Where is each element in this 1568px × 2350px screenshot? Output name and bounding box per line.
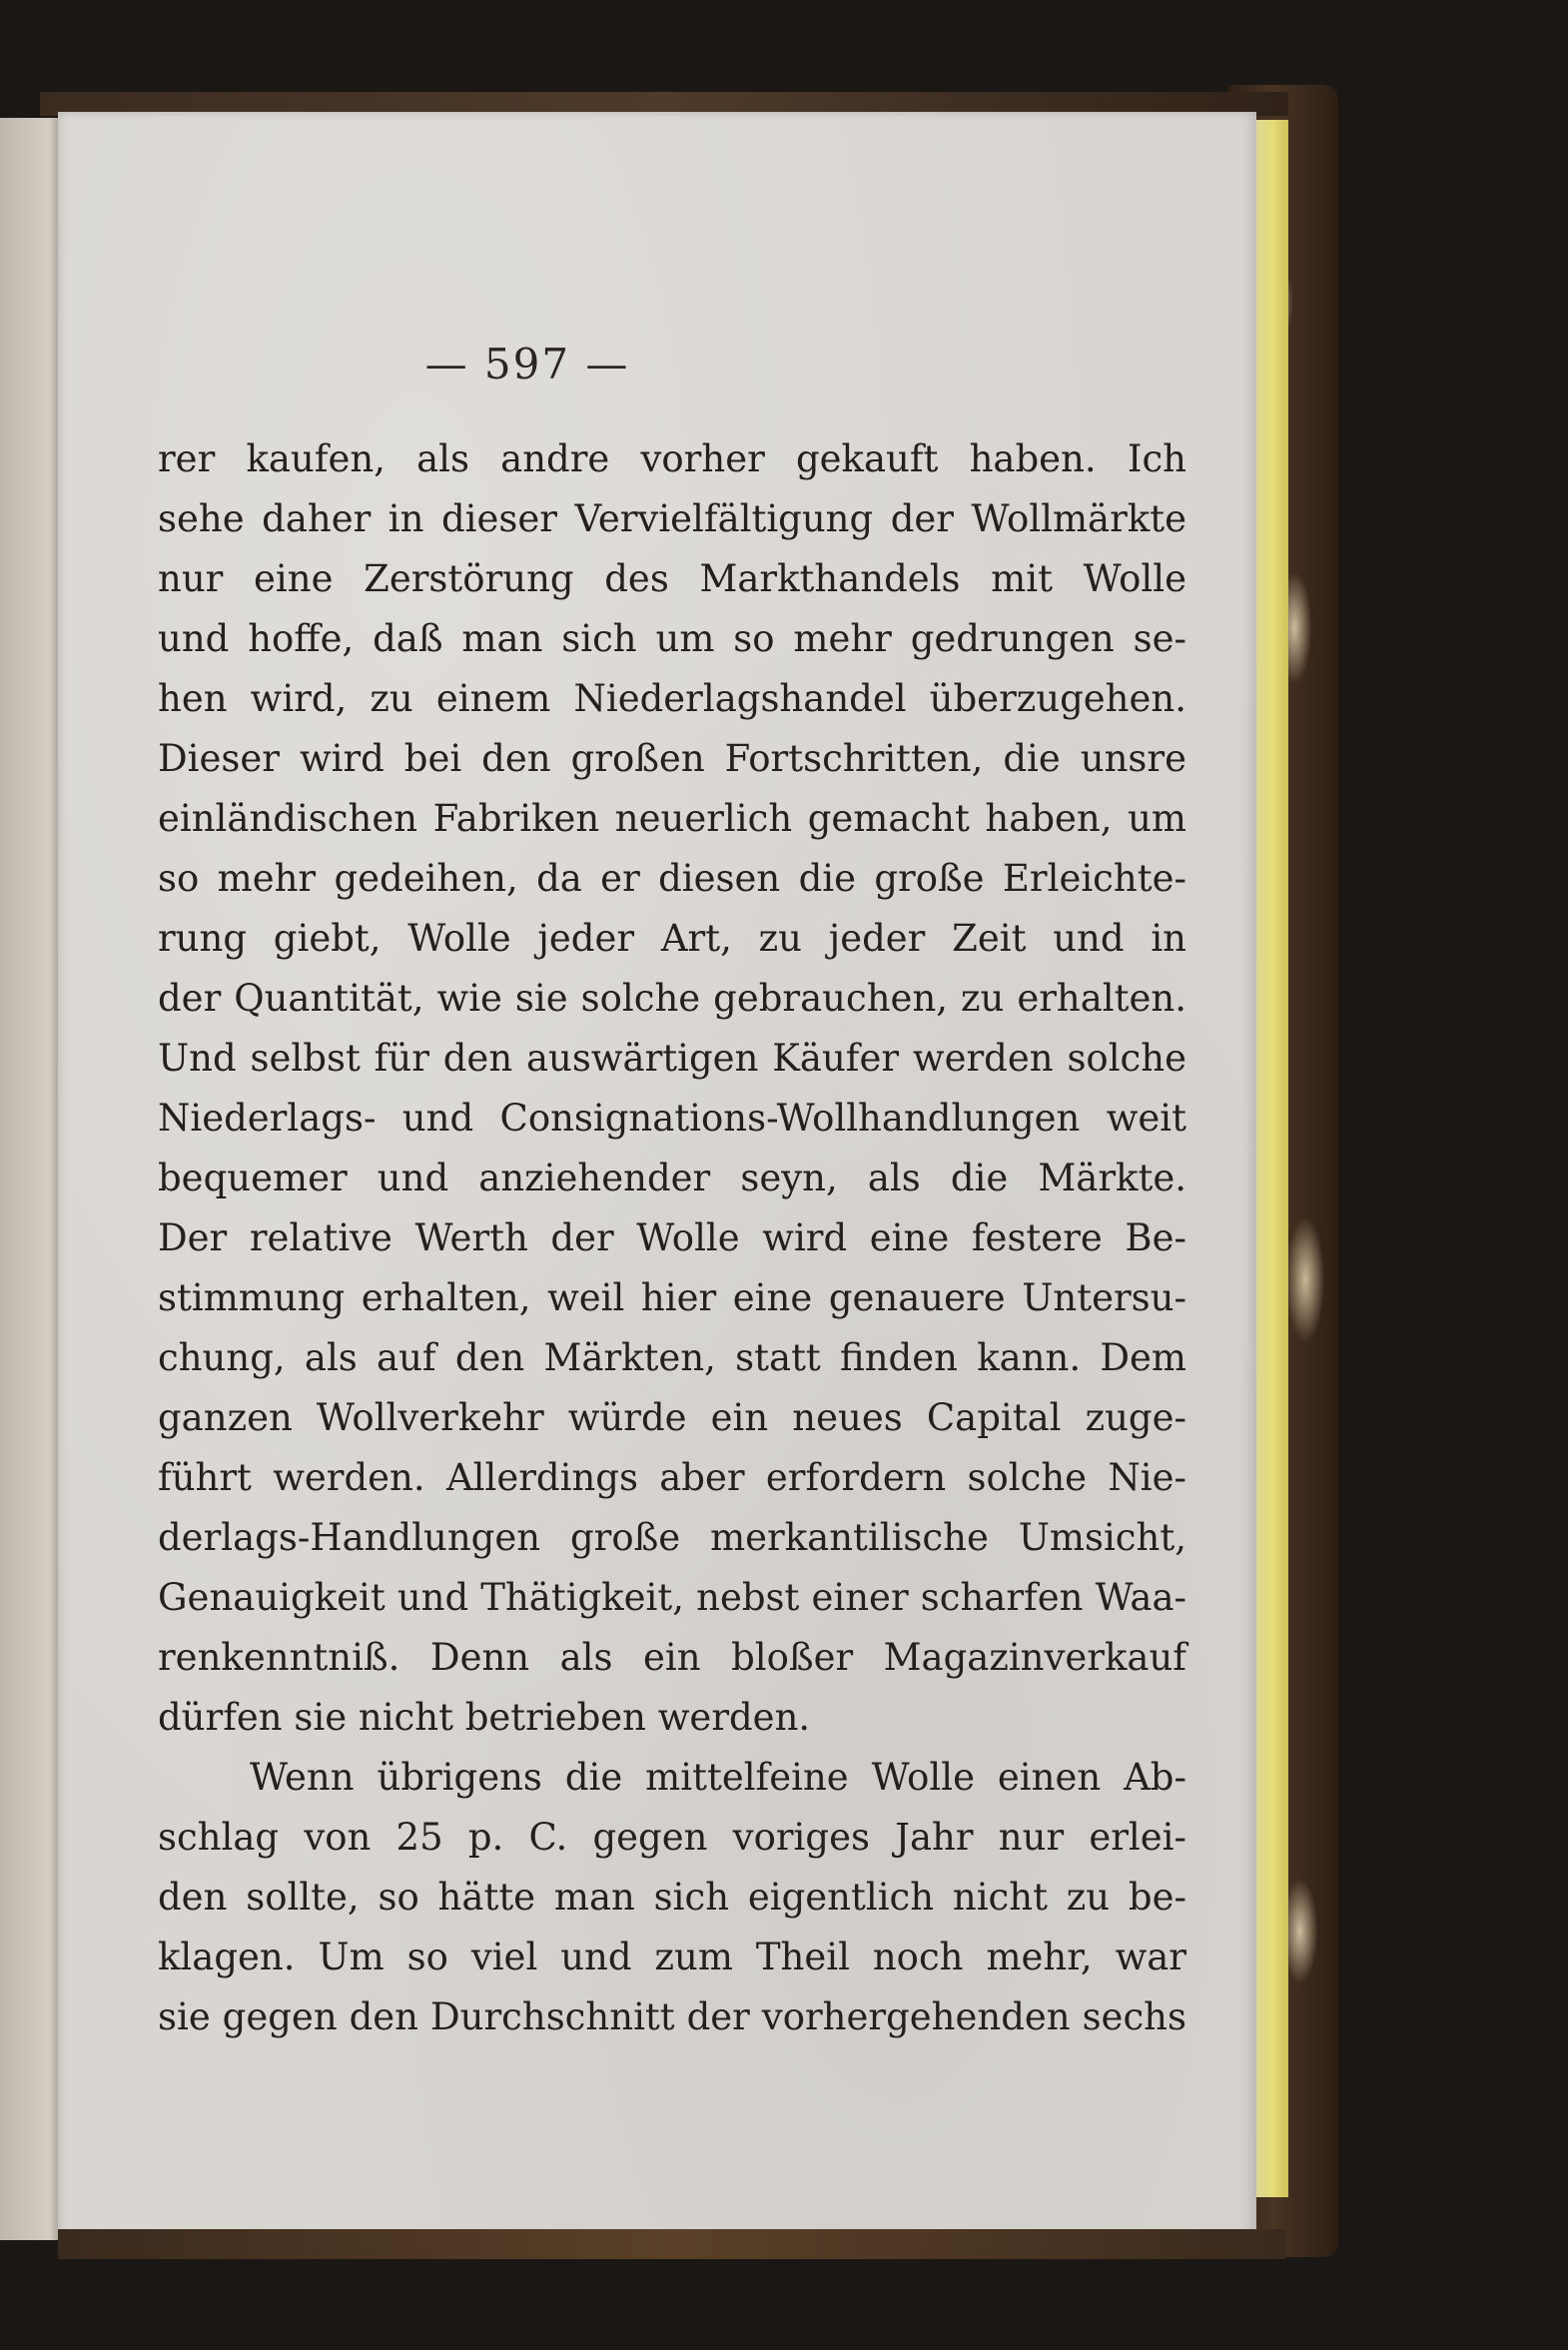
text-line: schlag von 25 p. C. gegen voriges Jahr nur erlei- — [158, 1816, 1186, 1859]
text-line: Wenn übrigens die mittelfeine Wolle einen Ab- — [250, 1756, 1186, 1799]
text-line: hen wird, zu einem Niederlagshandel überzugehen. — [158, 677, 1186, 720]
page-text — [158, 429, 1186, 2047]
text-line: rer kaufen, als andre vorher gekauft haben. Ich — [158, 437, 1186, 480]
text-line: führt werden. Allerdings aber erfordern solche Nie- — [158, 1456, 1186, 1499]
text-line: rung giebt, Wolle jeder Art, zu jeder Zeit und in — [158, 917, 1186, 960]
text-line: sie gegen den Durchschnitt der vorhergehenden sechs — [158, 1995, 1186, 2038]
text-line: nur eine Zerstörung des Markthandels mit Wolle — [158, 557, 1186, 600]
text-line: chung, als auf den Märkten, statt finden kann. Dem — [158, 1336, 1186, 1379]
text-line: Niederlags- und Consignations-Wollhandlungen weit — [158, 1097, 1186, 1140]
book-cover-bottom — [58, 2229, 1286, 2259]
text-line: und hoffe, daß man sich um so mehr gedrungen se- — [158, 617, 1186, 660]
book-page — [58, 112, 1256, 2237]
text-line: der Quantität, wie sie solche gebrauchen, zu erhalten. — [158, 977, 1186, 1020]
text-line: dürfen sie nicht betrieben werden. — [158, 1696, 811, 1739]
text-line: Und selbst für den auswärtigen Käufer werden solche — [158, 1037, 1186, 1080]
text-line: bequemer und anziehender seyn, als die Märkte. — [158, 1157, 1186, 1199]
text-line: den sollte, so hätte man sich eigentlich nicht zu be- — [158, 1876, 1186, 1919]
text-line: Der relative Werth der Wolle wird eine festere Be- — [158, 1216, 1186, 1259]
previous-page-edge — [0, 118, 62, 2240]
text-line: derlags-Handlungen große merkantilische Umsicht, — [158, 1516, 1186, 1559]
page-number: — 597 — — [424, 340, 630, 389]
text-line: Dieser wird bei den großen Fortschritten, die unsre — [158, 737, 1186, 780]
text-line: sehe daher in dieser Vervielfältigung der Wollmärkte — [158, 497, 1186, 540]
text-line: renkenntniß. Denn als ein bloßer Magazinverkauf — [158, 1636, 1186, 1679]
text-line: ganzen Wollverkehr würde ein neues Capital zuge- — [158, 1396, 1186, 1439]
text-line: einländischen Fabriken neuerlich gemacht haben, um — [158, 797, 1186, 840]
text-line: klagen. Um so viel und zum Theil noch mehr, war — [158, 1936, 1186, 1978]
text-line: stimmung erhalten, weil hier eine genauere Untersu- — [158, 1276, 1186, 1319]
text-line: so mehr gedeihen, da er diesen die große Erleichte- — [158, 857, 1186, 900]
text-line: Genauigkeit und Thätigkeit, nebst einer scharfen Waa- — [158, 1576, 1186, 1619]
